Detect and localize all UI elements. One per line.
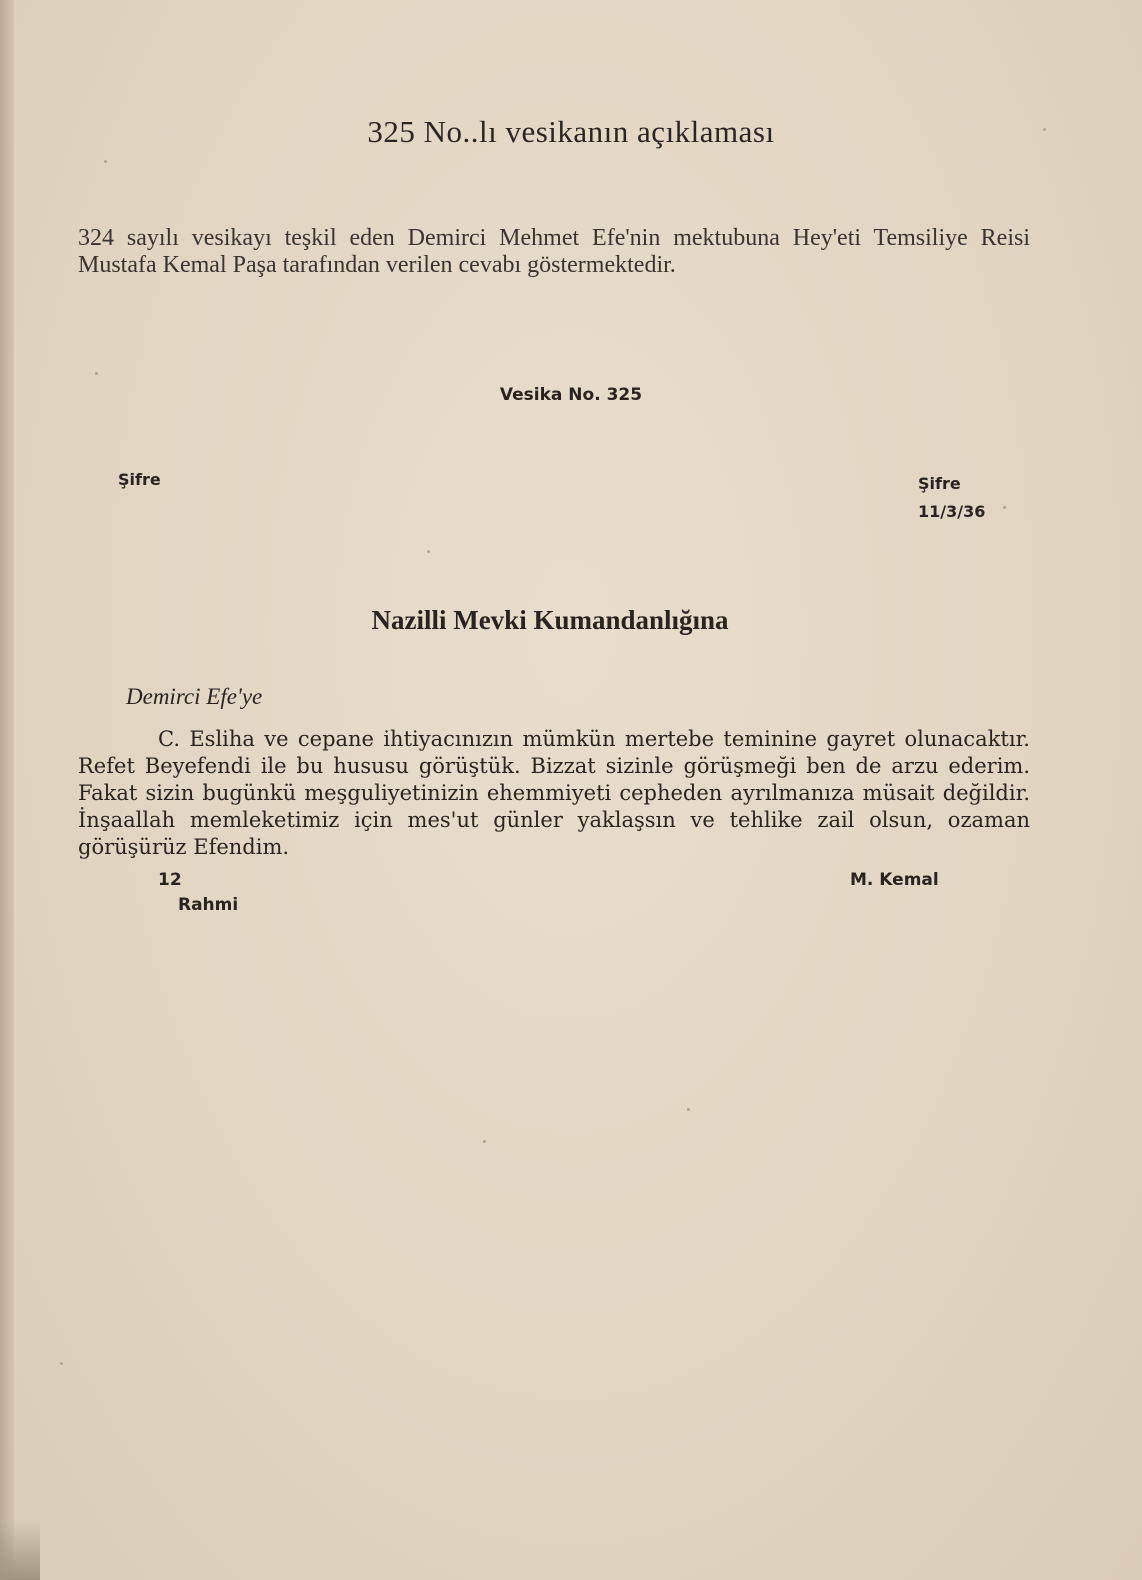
scan-speck [104,160,107,163]
document-number: Vesika No. 325 [499,385,643,405]
scan-speck [95,372,98,375]
intro-paragraph: 324 sayılı vesikayı teşkil eden Demirci Mehmet Efe'nin mektubuna Hey'eti Temsiliye Reisi Mustafa Kemal Paşa tarafından verilen cevabı göstermektedir. [78,225,1030,278]
scan-speck [483,1140,486,1143]
cipher-block-right [918,470,985,526]
scan-speck [60,1362,63,1365]
cipher-label-right: Şifre [918,474,961,493]
scan-speck [427,550,430,553]
footer-name: Rahmi [178,895,239,915]
document-heading: 325 No..lı vesikanın açıklaması [367,114,775,149]
addressee-line: Demirci Efe'ye [126,684,263,709]
signature: M. Kemal [850,870,939,890]
document-date: 11/3/36 [918,502,986,521]
footer-number: 12 [158,870,182,890]
page-spine-shadow [0,0,14,1580]
scan-speck [1043,128,1046,131]
cipher-label-left: Şifre [118,470,161,489]
recipient-title: Nazilli Mevki Kumandanlığına [371,605,729,635]
telegram-body: C. Esliha ve cepane ihtiyacınızın mümkün mertebe teminine gayret olunacaktır. Refet Beyefendi ile bu hususu görüştük. Bizzat sizinle görüşmeği ben de arzu ederim. Fakat sizin bugünkü meşguliyetinizin ehemmiyeti cepheden ayrılmanıza müsait değildir. İnşaallah memleketimiz için mes'ut günler yaklaşsın ve tehlike zail olsun, ozaman görüşürüz Efendim. [78,727,1030,859]
scan-speck [1003,506,1006,509]
scan-speck [687,1108,690,1111]
page-corner-shadow [0,1520,40,1580]
